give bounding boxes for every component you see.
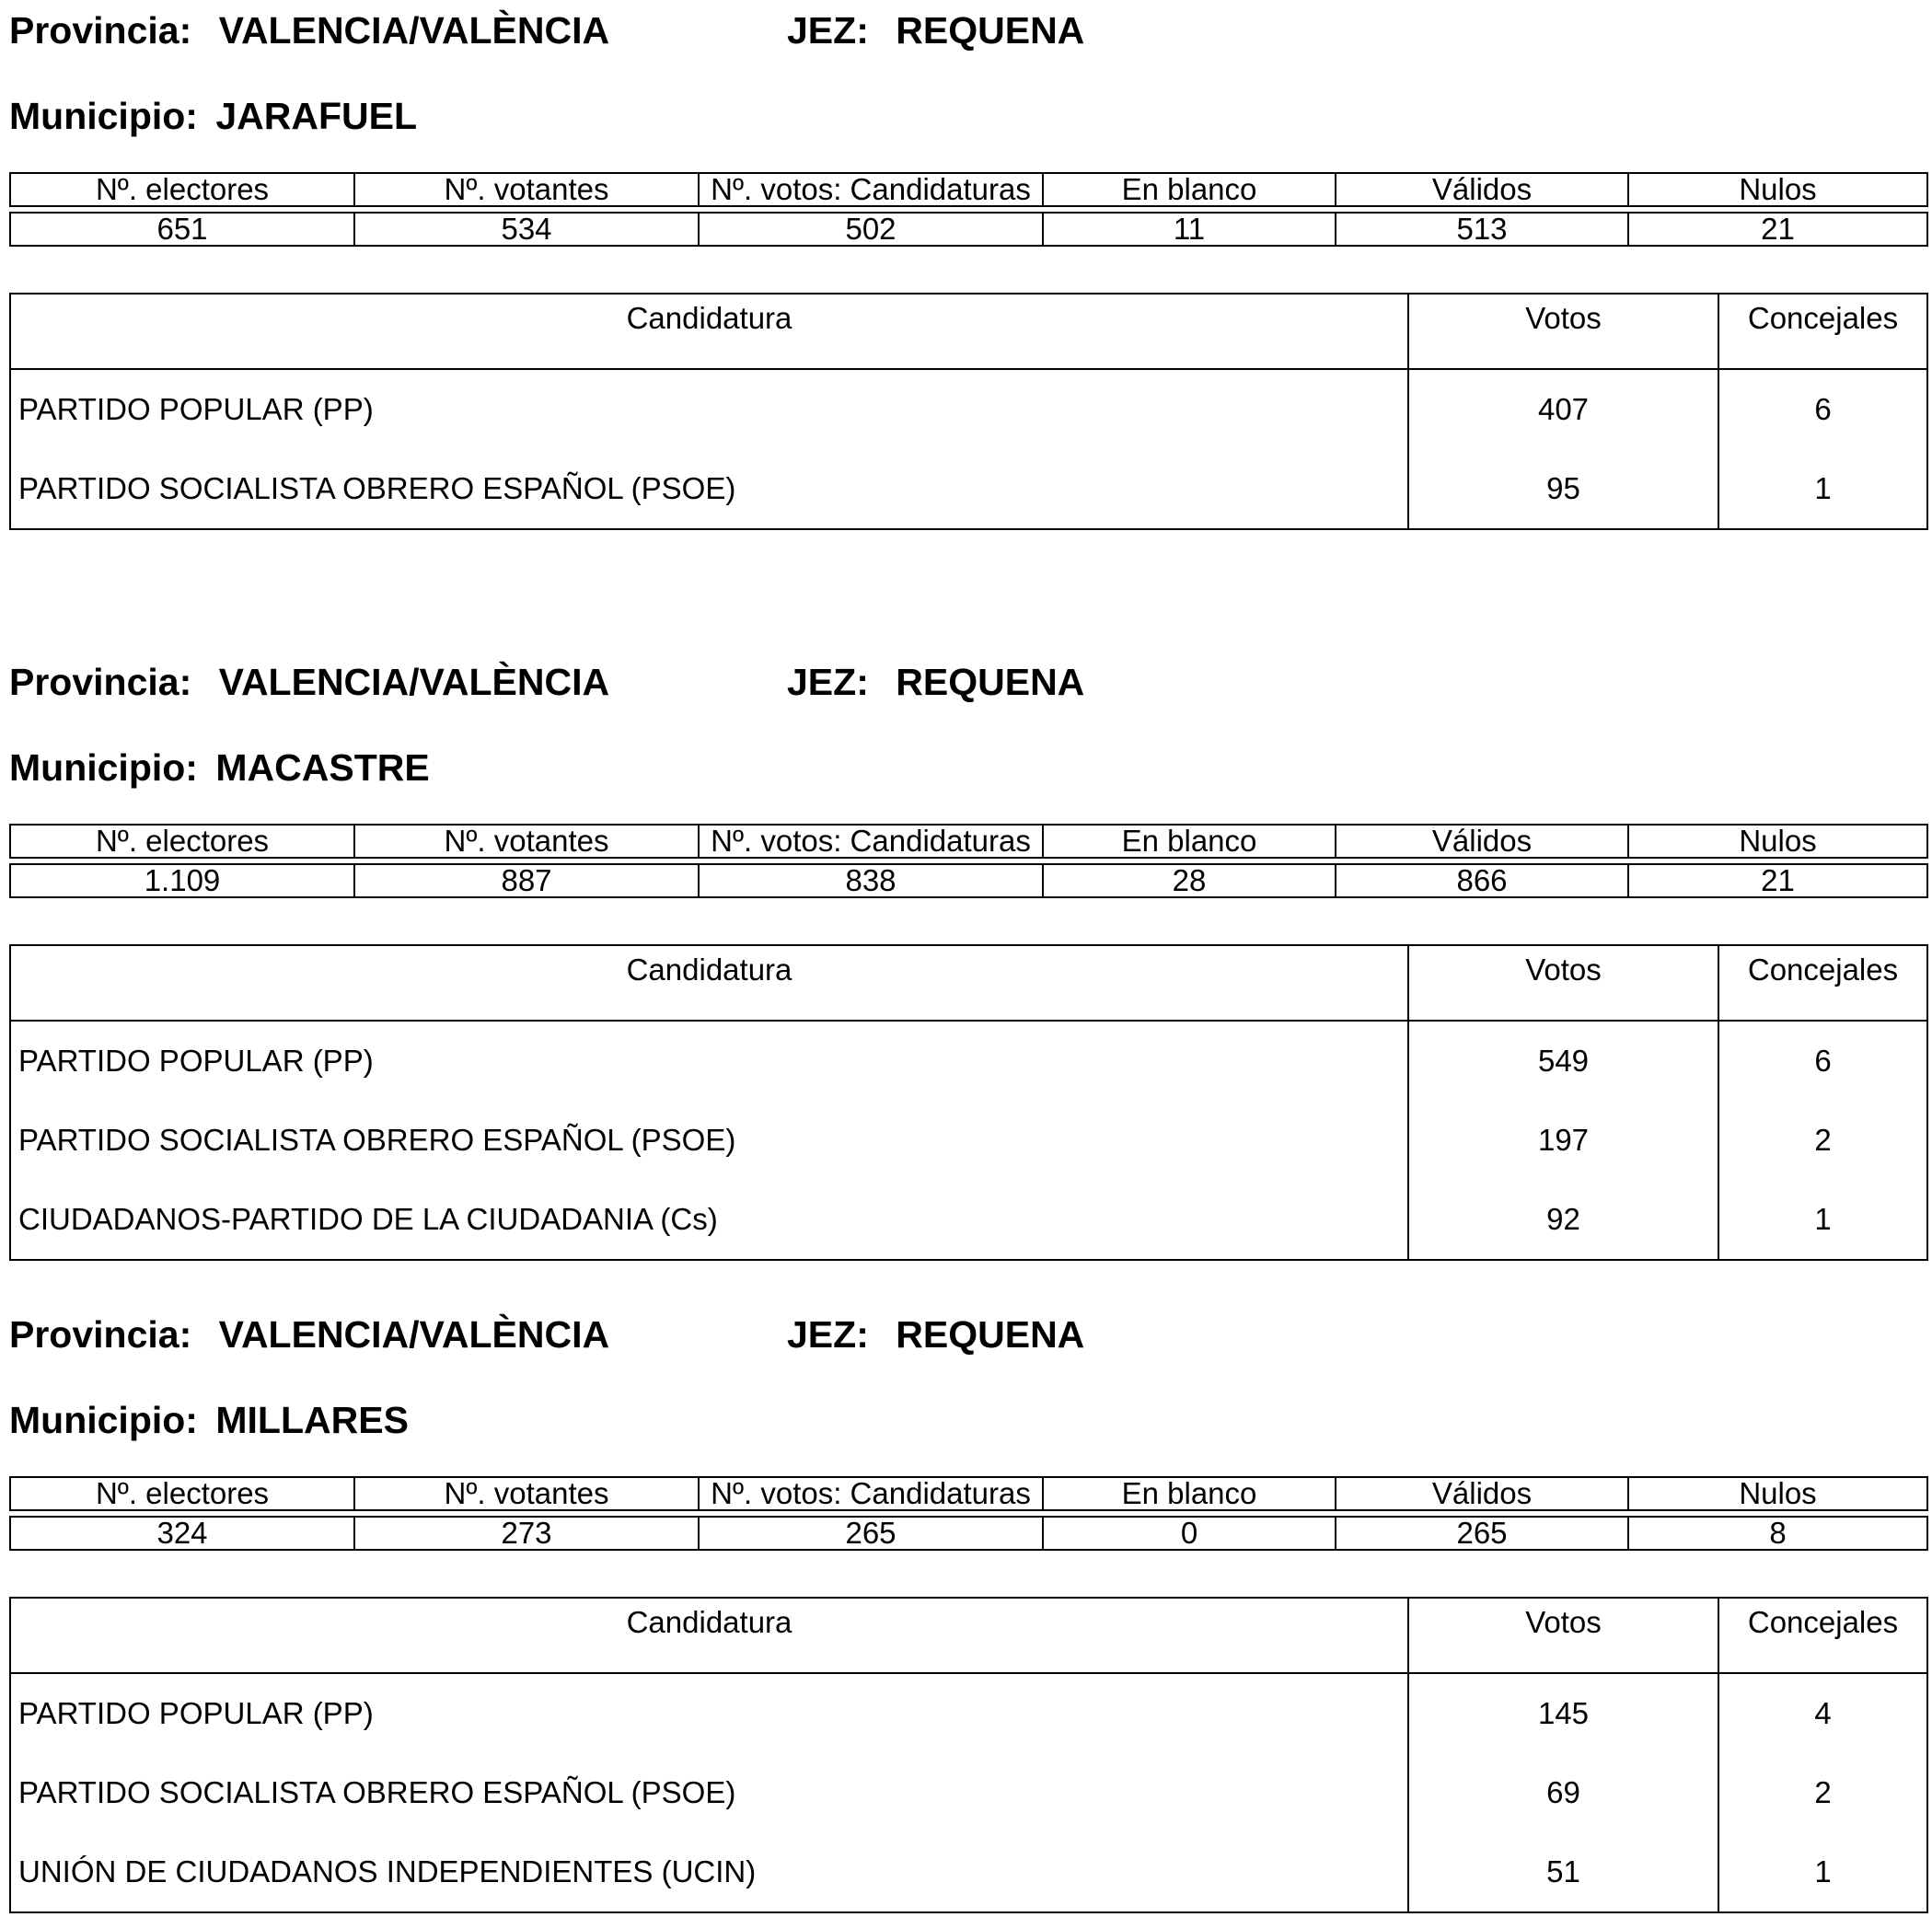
table-row bbox=[10, 449, 1927, 529]
jez-value: REQUENA bbox=[896, 1313, 1085, 1356]
candidatures-header-row bbox=[10, 945, 1927, 1021]
candidatures-table bbox=[9, 944, 1928, 1261]
candidatures-header-row bbox=[10, 294, 1927, 369]
stats-value-cell: 324 bbox=[10, 1517, 354, 1550]
candidature-councillors: 2 bbox=[1718, 1753, 1927, 1832]
candidature-votes: 92 bbox=[1408, 1180, 1718, 1260]
stats-header-cell: Nº. votos: Candidaturas bbox=[699, 173, 1043, 206]
jez-label: JEZ: bbox=[787, 661, 869, 703]
jez-label: JEZ: bbox=[787, 1313, 869, 1356]
stats-value-cell: 651 bbox=[10, 213, 354, 246]
candidature-votes: 407 bbox=[1408, 369, 1718, 449]
candidatura-header: Candidatura bbox=[10, 1598, 1408, 1673]
stats-values-table bbox=[9, 863, 1928, 898]
candidature-councillors: 2 bbox=[1718, 1101, 1927, 1180]
stats-header-cell: Nulos bbox=[1628, 825, 1927, 858]
municipality-value: MACASTRE bbox=[215, 746, 430, 789]
candidature-name: CIUDADANOS-PARTIDO DE LA CIUDADANIA (Cs) bbox=[10, 1180, 1408, 1260]
municipality-label: Municipio: bbox=[9, 95, 198, 137]
stats-header-cell: Nº. electores bbox=[10, 1477, 354, 1510]
candidature-councillors: 1 bbox=[1718, 1180, 1927, 1260]
stats-header-row bbox=[10, 173, 1927, 206]
stats-values-row bbox=[10, 213, 1927, 246]
province-label: Provincia: bbox=[9, 9, 192, 52]
votos-header: Votos bbox=[1408, 1598, 1718, 1673]
candidature-name: PARTIDO POPULAR (PP) bbox=[10, 1021, 1408, 1101]
candidatura-header: Candidatura bbox=[10, 945, 1408, 1021]
municipality-line bbox=[9, 745, 430, 791]
province-line bbox=[9, 7, 609, 53]
candidatura-header: Candidatura bbox=[10, 294, 1408, 369]
stats-header-cell: Nº. votantes bbox=[354, 173, 699, 206]
table-row bbox=[10, 369, 1927, 449]
stats-header-cell: Nº. votantes bbox=[354, 1477, 699, 1510]
candidatures-table bbox=[9, 1597, 1928, 1913]
province-line bbox=[9, 1311, 609, 1357]
candidatures-header-row bbox=[10, 1598, 1927, 1673]
candidature-name: PARTIDO SOCIALISTA OBRERO ESPAÑOL (PSOE) bbox=[10, 449, 1408, 529]
stats-value-cell: 502 bbox=[699, 213, 1043, 246]
stats-values-table bbox=[9, 1516, 1928, 1551]
stats-header-cell: Válidos bbox=[1336, 825, 1628, 858]
table-row bbox=[10, 1832, 1927, 1912]
stats-value-cell: 265 bbox=[699, 1517, 1043, 1550]
candidature-votes: 549 bbox=[1408, 1021, 1718, 1101]
jez-label: JEZ: bbox=[787, 9, 869, 52]
stats-value-cell: 866 bbox=[1336, 864, 1628, 897]
stats-values-row bbox=[10, 1517, 1927, 1550]
municipality-line bbox=[9, 93, 417, 139]
candidature-name: PARTIDO SOCIALISTA OBRERO ESPAÑOL (PSOE) bbox=[10, 1101, 1408, 1180]
candidature-councillors: 4 bbox=[1718, 1673, 1927, 1753]
stats-value-cell: 534 bbox=[354, 213, 699, 246]
candidature-votes: 145 bbox=[1408, 1673, 1718, 1753]
stats-value-cell: 1.109 bbox=[10, 864, 354, 897]
stats-value-cell: 21 bbox=[1628, 213, 1927, 246]
stats-header-table bbox=[9, 824, 1928, 859]
stats-values-table bbox=[9, 212, 1928, 247]
candidature-votes: 197 bbox=[1408, 1101, 1718, 1180]
stats-value-cell: 513 bbox=[1336, 213, 1628, 246]
municipality-line bbox=[9, 1397, 409, 1443]
stats-value-cell: 273 bbox=[354, 1517, 699, 1550]
candidature-votes: 51 bbox=[1408, 1832, 1718, 1912]
stats-values-row bbox=[10, 864, 1927, 897]
municipality-label: Municipio: bbox=[9, 746, 198, 789]
province-value: VALENCIA/VALÈNCIA bbox=[218, 1313, 610, 1356]
table-row bbox=[10, 1753, 1927, 1832]
stats-header-table bbox=[9, 172, 1928, 207]
table-row bbox=[10, 1673, 1927, 1753]
jez-line bbox=[787, 659, 1084, 705]
candidature-votes: 69 bbox=[1408, 1753, 1718, 1832]
candidature-councillors: 6 bbox=[1718, 369, 1927, 449]
province-label: Provincia: bbox=[9, 661, 192, 703]
jez-line bbox=[787, 1311, 1084, 1357]
stats-header-table bbox=[9, 1476, 1928, 1511]
votos-header: Votos bbox=[1408, 294, 1718, 369]
stats-header-cell: Válidos bbox=[1336, 173, 1628, 206]
stats-value-cell: 8 bbox=[1628, 1517, 1927, 1550]
stats-value-cell: 838 bbox=[699, 864, 1043, 897]
stats-header-cell: Válidos bbox=[1336, 1477, 1628, 1510]
stats-header-row bbox=[10, 1477, 1927, 1510]
candidature-councillors: 1 bbox=[1718, 449, 1927, 529]
table-row bbox=[10, 1101, 1927, 1180]
stats-value-cell: 28 bbox=[1043, 864, 1336, 897]
candidatures-table bbox=[9, 293, 1928, 530]
stats-header-cell: Nulos bbox=[1628, 173, 1927, 206]
candidature-name: PARTIDO POPULAR (PP) bbox=[10, 369, 1408, 449]
stats-value-cell: 0 bbox=[1043, 1517, 1336, 1550]
stats-value-cell: 887 bbox=[354, 864, 699, 897]
candidature-name: PARTIDO SOCIALISTA OBRERO ESPAÑOL (PSOE) bbox=[10, 1753, 1408, 1832]
stats-header-cell: Nº. electores bbox=[10, 173, 354, 206]
table-row bbox=[10, 1180, 1927, 1260]
stats-header-cell: En blanco bbox=[1043, 173, 1336, 206]
concejales-header: Concejales bbox=[1718, 294, 1927, 369]
candidature-councillors: 1 bbox=[1718, 1832, 1927, 1912]
stats-header-cell: Nº. votantes bbox=[354, 825, 699, 858]
stats-header-cell: Nº. votos: Candidaturas bbox=[699, 825, 1043, 858]
province-label: Provincia: bbox=[9, 1313, 192, 1356]
province-line bbox=[9, 659, 609, 705]
candidature-votes: 95 bbox=[1408, 449, 1718, 529]
jez-value: REQUENA bbox=[896, 661, 1085, 703]
province-value: VALENCIA/VALÈNCIA bbox=[218, 661, 610, 703]
candidature-name: UNIÓN DE CIUDADANOS INDEPENDIENTES (UCIN) bbox=[10, 1832, 1408, 1912]
jez-value: REQUENA bbox=[896, 9, 1085, 52]
stats-value-cell: 265 bbox=[1336, 1517, 1628, 1550]
municipality-label: Municipio: bbox=[9, 1399, 198, 1441]
stats-header-cell: En blanco bbox=[1043, 825, 1336, 858]
stats-header-cell: Nulos bbox=[1628, 1477, 1927, 1510]
stats-header-row bbox=[10, 825, 1927, 858]
candidature-councillors: 6 bbox=[1718, 1021, 1927, 1101]
stats-header-cell: En blanco bbox=[1043, 1477, 1336, 1510]
province-value: VALENCIA/VALÈNCIA bbox=[218, 9, 610, 52]
concejales-header: Concejales bbox=[1718, 945, 1927, 1021]
stats-header-cell: Nº. votos: Candidaturas bbox=[699, 1477, 1043, 1510]
table-row bbox=[10, 1021, 1927, 1101]
jez-line bbox=[787, 7, 1084, 53]
stats-header-cell: Nº. electores bbox=[10, 825, 354, 858]
municipality-value: JARAFUEL bbox=[215, 95, 418, 137]
stats-value-cell: 11 bbox=[1043, 213, 1336, 246]
votos-header: Votos bbox=[1408, 945, 1718, 1021]
concejales-header: Concejales bbox=[1718, 1598, 1927, 1673]
stats-value-cell: 21 bbox=[1628, 864, 1927, 897]
municipality-value: MILLARES bbox=[215, 1399, 409, 1441]
candidature-name: PARTIDO POPULAR (PP) bbox=[10, 1673, 1408, 1753]
